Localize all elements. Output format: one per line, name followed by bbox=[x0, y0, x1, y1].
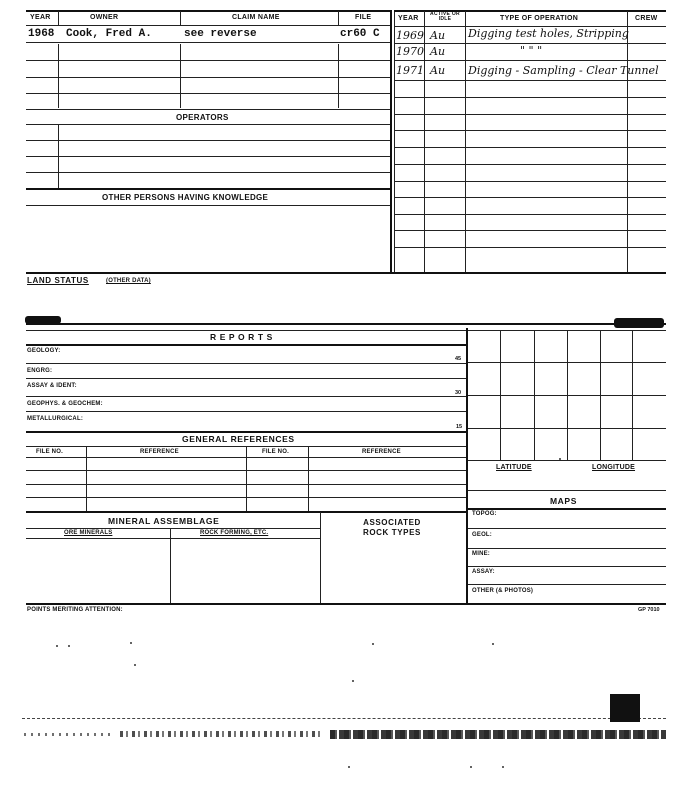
mineral-title: MINERAL ASSEMBLAGE bbox=[108, 516, 220, 526]
header-owner: OWNER bbox=[90, 14, 119, 21]
operators-label: OPERATORS bbox=[176, 113, 229, 122]
maps-other: OTHER (& PHOTOS) bbox=[472, 588, 534, 594]
maps-mine: MINE: bbox=[472, 551, 490, 557]
reports-geology: GEOLOGY: bbox=[27, 348, 61, 354]
black-square-mark bbox=[610, 694, 640, 722]
maps-topog: TOPOG: bbox=[472, 511, 497, 517]
activity-row1-status: Au bbox=[430, 29, 446, 42]
land-status-label: LAND STATUS bbox=[27, 276, 89, 285]
associated-rock-types: ASSOCIATED ROCK TYPES bbox=[362, 518, 421, 537]
form-number: GP 7010 bbox=[638, 607, 660, 613]
activity-row1-operation: Digging test holes, Stripping bbox=[468, 27, 629, 40]
activity-header-crew: CREW bbox=[635, 15, 658, 22]
other-persons-label: OTHER PERSONS HAVING KNOWLEDGE bbox=[102, 193, 269, 202]
reports-geophys: GEOPHYS. & GEOCHEM: bbox=[27, 401, 103, 407]
maps-geol: GEOL: bbox=[472, 532, 492, 538]
row1-file: cr60 C bbox=[340, 28, 380, 40]
reports-assay: ASSAY & IDENT: bbox=[27, 383, 77, 389]
activity-header-active: ACTIVE OR IDLE bbox=[430, 11, 460, 22]
row1-year: 1968 bbox=[28, 28, 55, 40]
points-meriting-attention: POINTS MERITING ATTENTION: bbox=[27, 607, 123, 613]
activity-row3-status: Au bbox=[430, 64, 446, 77]
reports-metallurgical-num: 15 bbox=[456, 424, 463, 430]
row1-claim-name: see reverse bbox=[184, 28, 257, 40]
activity-row2-status: Au bbox=[430, 45, 446, 58]
activity-row2-operation: " " " bbox=[520, 44, 543, 57]
activity-row3-year: 1971 bbox=[396, 64, 424, 77]
ore-minerals-label: ORE MINERALS bbox=[64, 530, 113, 536]
land-status-sub: (OTHER DATA) bbox=[106, 278, 151, 284]
ref-header-file2: FILE NO. bbox=[262, 449, 289, 455]
longitude-label: LONGITUDE bbox=[592, 464, 636, 471]
reports-metallurgical: METALLURGICAL: bbox=[27, 416, 84, 422]
reports-title: R E P O R T S bbox=[210, 332, 273, 342]
ref-header-file1: FILE NO. bbox=[36, 449, 63, 455]
rock-forming-label: ROCK FORMING, ETC. bbox=[200, 530, 269, 536]
maps-title: MAPS bbox=[550, 496, 577, 506]
ref-header-reference1: REFERENCE bbox=[140, 449, 179, 455]
header-year: YEAR bbox=[30, 14, 51, 21]
activity-row3-operation: Digging - Sampling - Clear Tunnel bbox=[468, 64, 659, 77]
activity-header-type: TYPE OF OPERATION bbox=[500, 15, 579, 22]
general-references-title: GENERAL REFERENCES bbox=[182, 434, 295, 444]
maps-assay: ASSAY: bbox=[472, 569, 495, 575]
activity-row2-year: 1970 bbox=[396, 45, 424, 58]
row1-owner: Cook, Fred A. bbox=[66, 28, 152, 40]
activity-header-year: YEAR bbox=[398, 15, 419, 22]
ref-header-reference2: REFERENCE bbox=[362, 449, 401, 455]
latitude-label: LATITUDE bbox=[496, 464, 532, 471]
reports-assay-num: 30 bbox=[455, 390, 462, 396]
reports-engrg: ENGRG: bbox=[27, 368, 53, 374]
activity-row1-year: 1969 bbox=[396, 29, 424, 42]
header-file: FILE bbox=[355, 14, 372, 21]
header-claim-name: CLAIM NAME bbox=[232, 14, 280, 21]
reports-geology-num: 45 bbox=[455, 356, 462, 362]
